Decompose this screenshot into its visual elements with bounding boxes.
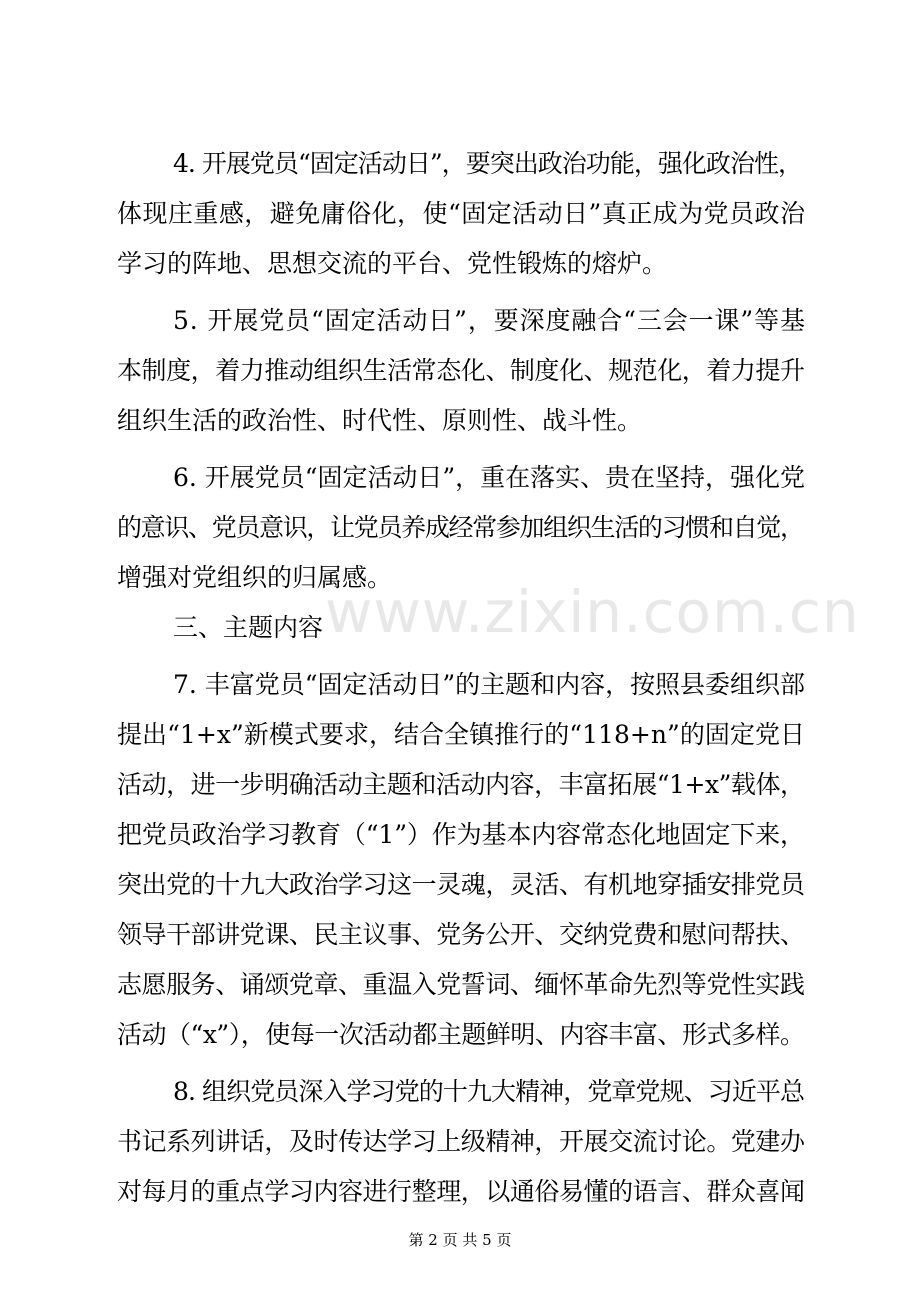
text-line: 活动（“x”），使每一次活动都主题鲜明、内容丰富、形式多样。	[117, 1020, 805, 1049]
text-line: 体现庄重感，避免庸俗化，使“固定活动日”真正成为党员政治	[117, 199, 806, 228]
text-line: 突出党的十九大政治学习这一灵魂，灵活、有机地穿插安排党员	[117, 870, 805, 899]
text-line: 活动，进一步明确活动主题和活动内容，丰富拓展“1+x”载体，	[117, 770, 805, 799]
text-line: 领导干部讲党课、民主议事、党务公开、交纳党费和慰问帮扶、	[117, 920, 805, 949]
text-line: 书记系列讲话，及时传达学习上级精神，开展交流讨论。党建办	[117, 1127, 805, 1156]
page-footer: 第 2 页 共 5 页	[408, 1231, 512, 1249]
text-line: 5. 开展党员“固定活动日”，要深度融合“三会一课”等基	[173, 306, 806, 335]
text-line: 6. 开展党员“固定活动日”，重在落实、贵在坚持，强化党	[173, 463, 805, 492]
text-line: 三、主题内容	[173, 613, 324, 642]
text-line: 的意识、党员意识，让党员养成经常参加组织生活的习惯和自觉，	[117, 513, 804, 542]
text-line: 把党员政治学习教育（“1”）作为基本内容常态化地固定下来，	[117, 820, 805, 849]
text-line: 学习的阵地、思想交流的平台、党性锻炼的熔炉。	[117, 249, 668, 278]
text-line: 志愿服务、诵颂党章、重温入党誓词、缅怀革命先烈等党性实践	[117, 970, 805, 999]
text-line: 7. 丰富党员“固定活动日”的主题和内容，按照县委组织部	[173, 670, 805, 699]
text-line: 增强对党组织的归属感。	[117, 563, 393, 592]
text-line: 8. 组织党员深入学习党的十九大精神，党章党规、习近平总	[173, 1077, 805, 1106]
text-line: 本制度，着力推动组织生活常态化、制度化、规范化，着力提升	[117, 356, 805, 385]
text-line: 4. 开展党员“固定活动日”，要突出政治功能，强化政治性，	[173, 149, 803, 178]
text-line: 对每月的重点学习内容进行整理，以通俗易懂的语言、群众喜闻	[117, 1177, 805, 1206]
text-line: 提出“1+x”新模式要求，结合全镇推行的“118+n”的固定党日	[117, 720, 806, 749]
text-line: 组织生活的政治性、时代性、原则性、战斗性。	[117, 406, 643, 435]
watermark: www.zixin.com.cn	[325, 578, 860, 646]
